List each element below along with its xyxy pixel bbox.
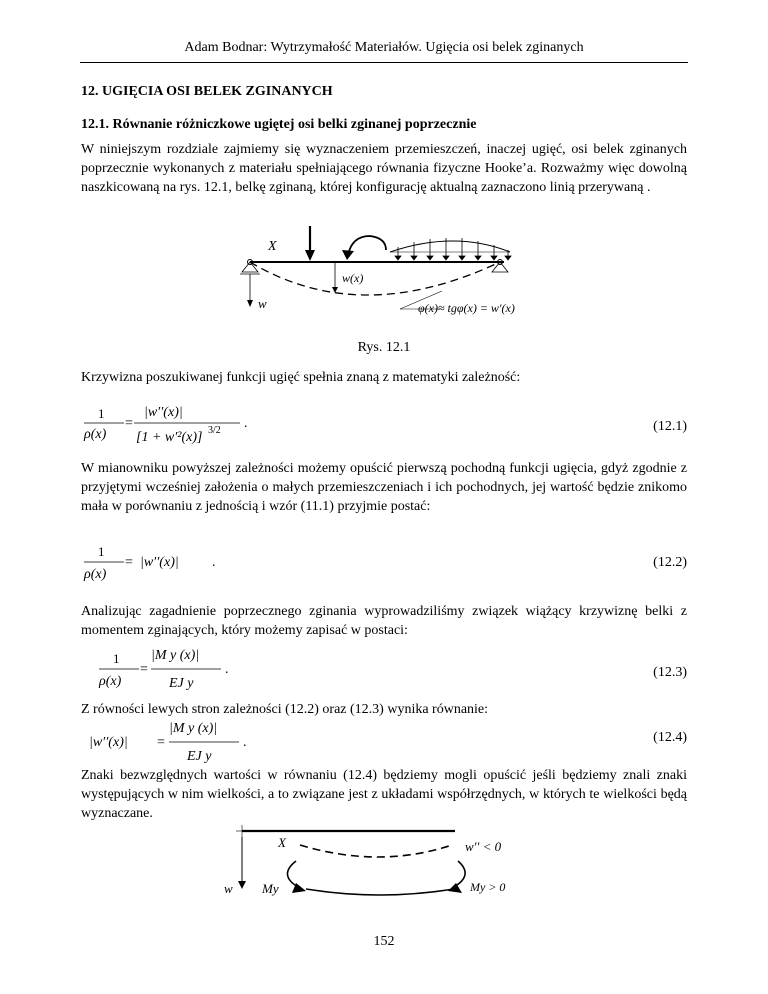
axis-x-label: X <box>268 239 277 254</box>
svg-text:|M y (x)|: |M y (x)| <box>169 721 218 736</box>
equation-12-2 <box>80 538 280 590</box>
figure-sign-convention <box>220 825 540 905</box>
svg-text:ρ(x): ρ(x) <box>84 427 107 442</box>
svg-text:1: 1 <box>98 406 105 421</box>
moment-left-arrow <box>287 861 298 887</box>
equation-12-4 <box>85 712 285 768</box>
paragraph-equality: Z równości lewych stron zależności (12.2) oraz (12.3) wynika równanie: <box>81 702 489 717</box>
deflection-label: w(x) <box>342 271 364 285</box>
svg-text:1: 1 <box>113 651 120 666</box>
equation-12-1 <box>80 395 280 455</box>
svg-text:.: . <box>243 735 247 750</box>
equation-12-3 <box>95 635 295 691</box>
section-title: 12.1. Równanie różniczkowe ugiętej osi belki zginanej poprzecznie <box>81 117 477 132</box>
svg-text:|w′′(x)|: |w′′(x)| <box>140 555 179 570</box>
equation-number-12-1: (12.1) <box>653 419 687 434</box>
moment-right-arrow <box>454 861 465 887</box>
svg-text:.: . <box>244 416 248 431</box>
running-header: Adam Bodnar: Wytrzymałość Materiałów. Ugięcia osi belek zginanych <box>184 40 584 55</box>
chapter-title: 12. UGIĘCIA OSI BELEK ZGINANYCH <box>81 84 333 99</box>
svg-text:.: . <box>212 555 216 570</box>
equation-number-12-3: (12.3) <box>653 665 687 680</box>
svg-text:EJ y: EJ y <box>169 676 194 691</box>
moment-arrow <box>348 236 386 255</box>
svg-text:My: My <box>262 881 279 896</box>
svg-text:My > 0: My > 0 <box>470 880 506 894</box>
equation-number-12-2: (12.2) <box>653 555 687 570</box>
svg-text:[1 + w′²(x)]: [1 + w′²(x)] <box>136 430 203 445</box>
paragraph-signs: Znaki bezwzględnych wartości w równaniu (12.4) będziemy mogli opuścić jeśli będziemy znali znaki występujących w nim wielkości, a to związane jest z układami współrzędnych, w których te wielkości będą wyznaczane. <box>81 768 687 821</box>
paragraph-simplification: W mianowniku powyższej zależności możemy opuścić pierwszą pochodną funkcji ugięcia, gdyż zgodnie z przyjętymi wcześniej założenia o małych przemieszczeniach i ich pochodnych, jej wartość będzie znikomo mała w porównaniu z jednością i wzór (11.1) przyjmie postać: <box>81 461 687 514</box>
svg-text:=: = <box>125 416 133 431</box>
figure-caption: Rys. 12.1 <box>357 340 411 355</box>
svg-text:ρ(x): ρ(x) <box>99 674 122 689</box>
pinned-support <box>242 262 258 272</box>
svg-text:|M y (x)|: |M y (x)| <box>151 648 200 663</box>
page-number: 152 <box>373 934 395 949</box>
svg-text:.: . <box>225 662 229 677</box>
header-rule <box>80 62 688 63</box>
slope-label: φ(x)≈ tgφ(x) = w′(x) <box>418 301 515 315</box>
svg-text:ρ(x): ρ(x) <box>84 567 107 582</box>
paragraph-curvature: Krzywizna poszukiwanej funkcji ugięć spełnia znaną z matematyki zależność: <box>81 370 521 385</box>
svg-text:|w′′(x)|: |w′′(x)| <box>144 405 183 420</box>
svg-text:|w′′(x)|: |w′′(x)| <box>89 735 128 750</box>
svg-text:=: = <box>125 555 133 570</box>
axis-w-label: w <box>258 296 267 311</box>
distributed-load-curve <box>390 241 510 252</box>
paragraph-moment: Analizując zagadnienie poprzecznego zginania wyprowadziliśmy związek wiążący krzywiznę belki z momentem zginających, który możemy zapisać w postaci: <box>81 604 687 638</box>
svg-text:EJ y: EJ y <box>187 749 212 764</box>
svg-text:=: = <box>157 735 165 750</box>
svg-text:3/2: 3/2 <box>208 425 221 436</box>
deflected-axis <box>250 262 500 295</box>
sagging-shape <box>300 845 452 857</box>
svg-text:1: 1 <box>98 544 105 559</box>
equation-number-12-4: (12.4) <box>653 730 687 745</box>
figure-12-1 <box>220 220 560 330</box>
paragraph-intro: W niniejszym rozdziale zajmiemy się wyznaczeniem przemieszczeń, inaczej ugięć, osi belek zginanych poprzecznie wykonanych z materiału spełniającego równania fizyczne Hooke’a. Rozważmy więc dowolną naszkicowaną na rys. 12.1, belkę zginaną, której konfigurację aktualną zaznaczono linią przerywaną . <box>81 142 687 195</box>
svg-text:w: w <box>224 881 233 896</box>
roller-support <box>492 262 508 272</box>
svg-text:w′′ < 0: w′′ < 0 <box>465 839 502 854</box>
svg-text:X: X <box>278 835 286 850</box>
svg-text:=: = <box>140 662 148 677</box>
